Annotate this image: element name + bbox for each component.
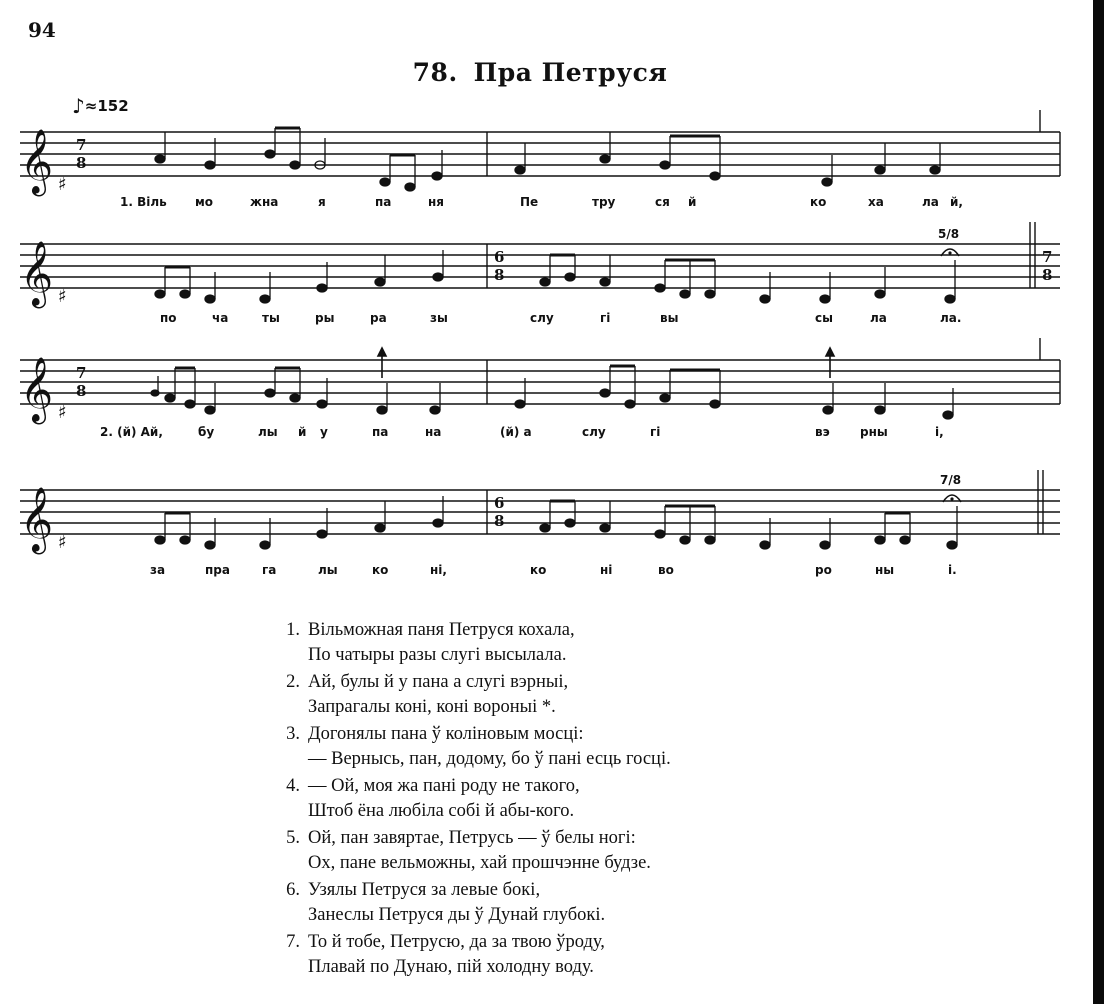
lyric-syllable: слу [530, 311, 554, 325]
eighth-note-icon: ♪ [72, 94, 85, 118]
lyric-syllable: лы [318, 563, 338, 577]
verse-item [270, 722, 890, 772]
lyric-syllable: на [425, 425, 442, 439]
verse-line: Ох, пане вельможны, хай прошчэнне будзе. [308, 853, 651, 873]
lyric-syllable: сы [815, 311, 833, 325]
sharp-sign-icon: ♯ [58, 532, 67, 553]
tempo-value: ≈152 [84, 97, 129, 115]
song-title [0, 58, 1080, 87]
note-group [155, 128, 940, 191]
verse-line: Догонялы пана ў коліновым мосці: [308, 724, 584, 744]
lyric-syllable: ты [262, 311, 280, 325]
staff-system-4 [0, 468, 1090, 583]
time-sig-top: 7 [76, 136, 87, 154]
lyric-syllable: ні, [430, 563, 447, 577]
lyric-syllable: ра [370, 311, 387, 325]
meter-change-label: 7/8 [940, 473, 962, 487]
time-sig-top: 6 [494, 494, 505, 512]
verse-line: — Ой, моя жа пані роду не такого, [308, 776, 580, 796]
lyric-syllable: тру [592, 195, 616, 209]
verse-line: Ой, пан завяртае, Петрусь — ў белы ногі: [308, 828, 636, 848]
time-sig-bottom: 8 [494, 266, 505, 284]
page-edge [1093, 0, 1104, 1004]
lyric-syllable: ла [922, 195, 939, 209]
verse-line: То й тобе, Петрусю, да за твою ўроду, [308, 932, 605, 952]
lyric-syllable: слу [582, 425, 606, 439]
lyric-syllable: 1. Віль [120, 195, 167, 209]
time-sig-top: 7 [1042, 248, 1053, 266]
lyric-syllable: (й) а [500, 425, 532, 439]
treble-clef-icon: 𝄞 [20, 357, 54, 422]
lyric-syllable: ко [372, 563, 389, 577]
lyric-syllable: зы [430, 311, 448, 325]
lyric-syllable: ро [815, 563, 832, 577]
verse-number: 4. [286, 776, 300, 796]
lyric-syllable: ся [655, 195, 670, 209]
staff-system-2 [0, 222, 1090, 332]
verse-number: 7. [286, 932, 300, 952]
lyrics-row [160, 311, 961, 325]
sharp-sign-icon: ♯ [58, 402, 67, 423]
lyric-syllable: й [688, 195, 697, 209]
page-number: 94 [28, 18, 56, 42]
staff-lines [20, 132, 1060, 176]
lyric-syllable: ко [810, 195, 827, 209]
lyric-syllable: ла. [940, 311, 962, 325]
lyric-syllable: га [262, 563, 277, 577]
lyric-syllable: лы [258, 425, 278, 439]
lyric-syllable: па [372, 425, 389, 439]
time-sig-bottom: 8 [76, 154, 87, 172]
lyric-syllable: у [320, 425, 328, 439]
sharp-sign-icon: ♯ [58, 174, 67, 195]
time-sig-top: 6 [494, 248, 505, 266]
verse-line: Занеслы Петруся ды ў Дунай глубокі. [308, 905, 606, 925]
lyric-syllable: бу [198, 425, 215, 439]
treble-clef-icon: 𝄞 [20, 241, 54, 306]
verse-line: Вільможная паня Петруся кохала, [308, 620, 575, 640]
lyric-syllable: ко [530, 563, 547, 577]
lyric-syllable: й [298, 425, 307, 439]
lyric-syllable: ры [315, 311, 335, 325]
verse-item [270, 826, 890, 876]
verse-number: 3. [286, 724, 300, 744]
treble-clef-icon: 𝄞 [20, 129, 54, 194]
treble-clef-icon: 𝄞 [20, 487, 54, 552]
verse-item [270, 930, 890, 980]
time-sig-bottom: 8 [76, 382, 87, 400]
verse-line: Плавай по Дунаю, пій холодну воду. [308, 957, 594, 977]
lyric-syllable: мо [195, 195, 214, 209]
lyric-syllable: во [658, 563, 674, 577]
verse-line: Запрагалы коні, коні вороныі *. [308, 697, 556, 717]
lyric-syllable: пра [205, 563, 230, 577]
time-sig-top: 7 [76, 364, 87, 382]
lyric-syllable: па [375, 195, 392, 209]
lyric-syllable: ны [875, 563, 895, 577]
verse-item [270, 618, 890, 668]
verse-line: Узялы Петруся за левые бокі, [308, 880, 541, 900]
lyric-syllable: і, [935, 425, 944, 439]
lyric-syllable: по [160, 311, 177, 325]
lyric-syllable: гі [650, 425, 661, 439]
verse-item [270, 670, 890, 720]
sharp-sign-icon: ♯ [58, 286, 67, 307]
time-sig-bottom: 8 [1042, 266, 1053, 284]
lyric-syllable: вэ [815, 425, 830, 439]
lyrics-row [150, 563, 957, 577]
lyrics-row [120, 195, 963, 209]
verses-list [270, 618, 890, 982]
verse-number: 2. [286, 672, 300, 692]
fermata-dot [950, 497, 953, 500]
lyric-syllable: і. [948, 563, 957, 577]
lyrics-row [100, 425, 944, 439]
lyric-syllable: ні [600, 563, 613, 577]
verse-item [270, 774, 890, 824]
lyric-syllable: ха [868, 195, 884, 209]
verse-line: По чатыры разы слугі высылала. [308, 645, 567, 665]
verse-item [270, 878, 890, 928]
lyric-syllable: ча [212, 311, 229, 325]
lyric-syllable: Пе [520, 195, 539, 209]
staff-system-1 [0, 110, 1090, 220]
verse-line: Ай, булы й у пана а слугі вэрныі, [308, 672, 569, 692]
lyric-syllable: за [150, 563, 166, 577]
song-name: Пра Петруся [473, 58, 668, 87]
lyric-syllable: й, [950, 195, 963, 209]
lyric-syllable: рны [860, 425, 888, 439]
lyric-syllable: я [318, 195, 326, 209]
verse-line: Штоб ёна любіла собі й абы-кого. [308, 801, 575, 821]
lyric-syllable: ня [428, 195, 444, 209]
lyric-syllable: 2. (й) Ай, [100, 425, 163, 439]
lyric-syllable: вы [660, 311, 679, 325]
staff-system-3 [0, 338, 1090, 448]
fermata-dot [948, 251, 951, 254]
lyric-syllable: ла [870, 311, 887, 325]
verse-number: 1. [286, 620, 300, 640]
time-sig-bottom: 8 [494, 512, 505, 530]
verse-number: 5. [286, 828, 300, 848]
lyric-syllable: гі [600, 311, 611, 325]
lyric-syllable: жна [250, 195, 279, 209]
accent-arrow-icon [378, 348, 834, 378]
meter-change-label: 5/8 [938, 227, 960, 241]
song-number: 78. [412, 58, 458, 87]
verse-number: 6. [286, 880, 300, 900]
verse-line: — Вернысь, пан, додому, бо ў пані есць госці. [308, 749, 671, 769]
